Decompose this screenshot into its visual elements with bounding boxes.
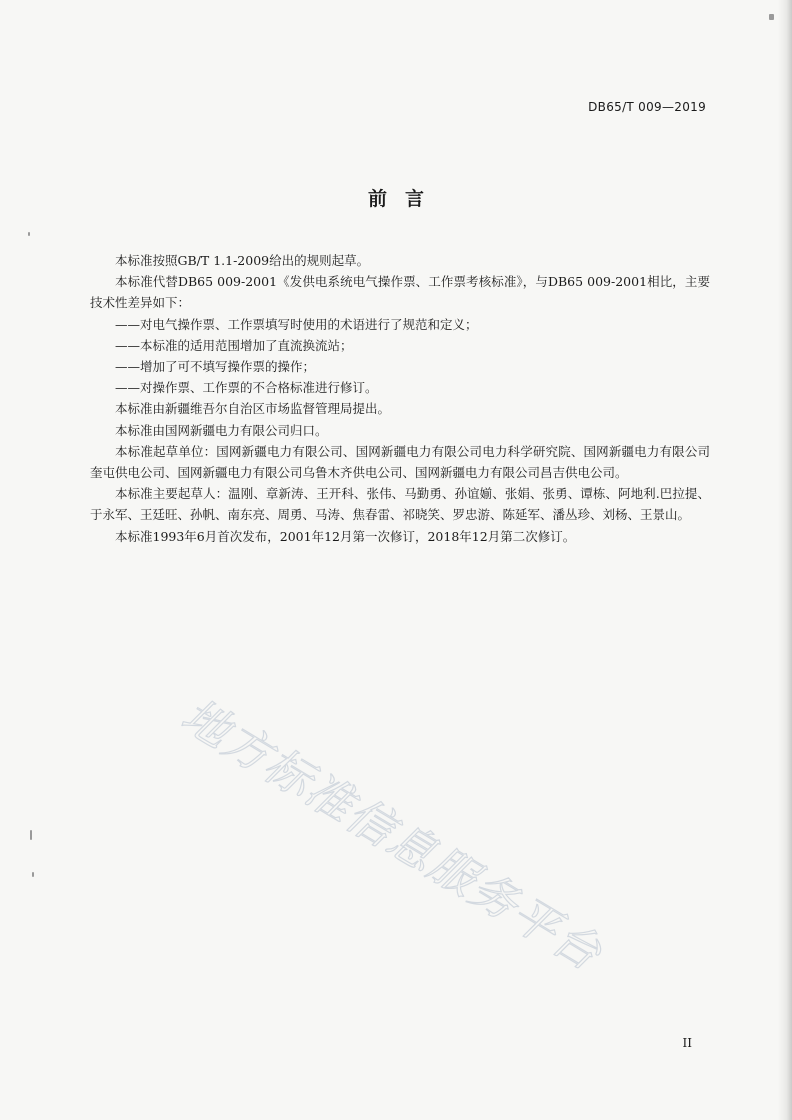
paragraph-centralized-by: 本标准由国网新疆电力有限公司归口。: [115, 422, 328, 438]
paragraph-proposed-by: 本标准由新疆维吾尔自治区市场监督管理局提出。: [115, 401, 391, 417]
page-title: 前言: [367, 188, 442, 210]
paragraph-replaces: 本标准代替DB65 009-2001《发供电系统电气操作票、工作票考核标准》，与DB65 009-2001相比，主要技术性差异如下：: [90, 274, 710, 311]
paragraph-history: 本标准1993年6月首次发布，2001年12月第一次修订，2018年12月第二次修订。: [115, 528, 576, 544]
paragraph-change-2: ——本标准的适用范围增加了直流换流站；: [115, 337, 353, 353]
paragraph-change-1: ——对电气操作票、工作票填写时使用的术语进行了规范和定义；: [115, 316, 478, 332]
document-code: DB65/T 009—2019: [588, 100, 706, 114]
scan-speck-left-2: [30, 830, 32, 840]
paragraph-change-4: ——对操作票、工作票的不合格标准进行修订。: [115, 380, 378, 396]
paragraph-drafters: 本标准主要起草人：温刚、章新涛、王开科、张伟、马勤勇、孙谊媊、张娟、张勇、谭栋、阿地利.巴拉提、于永军、王廷旺、孙帆、南东亮、周勇、马涛、焦春雷、祁晓笑、罗忠游、陈延军、潘丛珍、刘杨、王景山。: [90, 486, 710, 523]
scan-speck-left-1: [28, 232, 30, 236]
paragraph-change-3: ——增加了可不填写操作票的操作；: [115, 359, 316, 375]
scan-edge-shadow: [778, 0, 792, 1120]
paragraph-drafting-units: 本标准起草单位：国网新疆电力有限公司、国网新疆电力有限公司电力科学研究院、国网新疆电力有限公司奎屯供电公司、国网新疆电力有限公司乌鲁木齐供电公司、国网新疆电力有限公司昌吉供电公司。: [90, 443, 710, 481]
foreword-body: [90, 250, 710, 547]
watermark: 地方标准信息服务平台: [172, 687, 612, 982]
page-number: II: [682, 1036, 692, 1050]
paragraph-drafting-rules: 本标准按照GB/T 1.1-2009给出的规则起草。: [115, 253, 370, 268]
scan-speck-top-right: [769, 14, 774, 20]
scan-speck-left-3: [32, 872, 34, 877]
